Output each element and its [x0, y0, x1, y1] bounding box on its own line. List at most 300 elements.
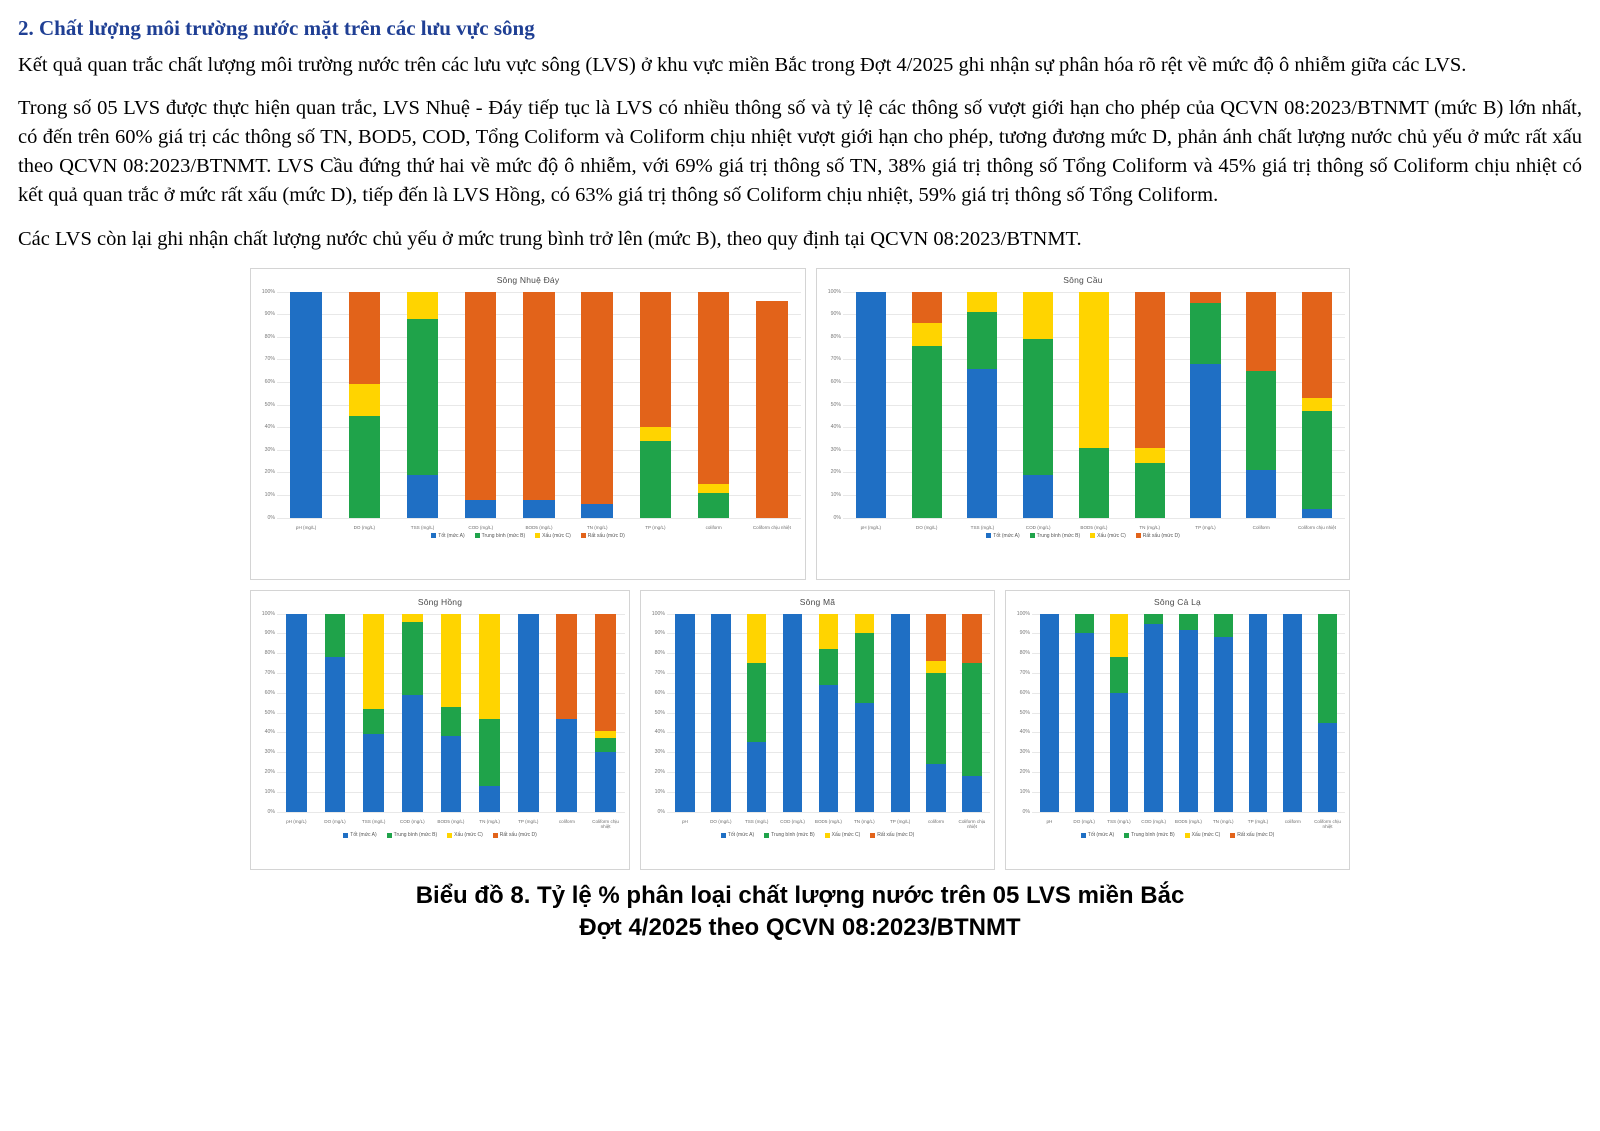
bar-segment	[926, 661, 945, 673]
y-axis-tick: 40%	[264, 424, 275, 431]
stacked-bar	[926, 614, 945, 812]
bar-segment	[926, 614, 945, 662]
chart-card-ca-la	[1005, 590, 1350, 870]
y-axis-tick: 70%	[264, 356, 275, 363]
paragraph-1: Kết quả quan trắc chất lượng môi trường nước trên các lưu vực sông (LVS) ở khu vực miền Bắc trong Đợt 4/2025 ghi nhận sự phân hóa rõ rệt về mức độ ô nhiễm giữa các LVS.	[18, 54, 1467, 76]
y-axis-tick: 50%	[1019, 709, 1030, 716]
stacked-bar	[711, 614, 730, 812]
stacked-bar	[756, 292, 787, 518]
x-axis-tick-label: Coliform chịu nhiệt	[1297, 524, 1337, 530]
chart-x-labels	[667, 819, 990, 830]
y-axis-tick: 30%	[264, 446, 275, 453]
legend-swatch	[986, 533, 991, 538]
bar-segment	[1283, 614, 1302, 812]
legend-swatch	[493, 833, 498, 838]
stacked-bar	[675, 614, 694, 812]
stacked-bar	[1144, 614, 1163, 812]
y-axis-tick: 50%	[264, 709, 275, 716]
bar-segment	[465, 292, 496, 500]
chart-legend	[1006, 829, 1349, 844]
x-axis-tick-label: BOD5 (mg/L)	[1080, 524, 1108, 530]
x-axis-tick-label: DO (mg/L)	[710, 818, 732, 824]
y-axis-tick: 80%	[830, 333, 841, 340]
chart-plot	[817, 285, 1349, 525]
y-axis-tick: 80%	[1019, 650, 1030, 657]
x-axis-tick-label: Coliform chịu nhiệt	[752, 524, 791, 530]
y-axis-tick: 20%	[264, 469, 275, 476]
y-axis-tick: 20%	[1019, 769, 1030, 776]
y-axis-tick: 40%	[654, 729, 665, 736]
chart-legend	[817, 530, 1349, 545]
x-axis-tick-label: BOD5 (mg/L)	[525, 524, 553, 530]
y-axis-tick: 10%	[264, 492, 275, 499]
x-axis-tick-label: TSS (mg/L)	[1107, 818, 1131, 824]
x-axis-tick-label: COD (mg/L)	[399, 818, 425, 824]
x-axis-tick-label: TP (mg/L)	[1195, 524, 1216, 530]
stacked-bar	[1190, 292, 1220, 518]
bar-segment	[363, 709, 384, 735]
bar-segment	[518, 614, 539, 812]
bar-segment	[698, 292, 729, 484]
chart-row-top	[250, 268, 1350, 580]
bar-segment	[1075, 633, 1094, 811]
stacked-bar	[1283, 614, 1302, 812]
bar-segment	[1135, 292, 1165, 448]
x-axis-tick-label: TSS (mg/L)	[744, 818, 769, 824]
legend-swatch	[1185, 833, 1190, 838]
y-axis-tick: 20%	[654, 769, 665, 776]
y-axis-tick: 60%	[264, 379, 275, 386]
legend-swatch	[343, 833, 348, 838]
bar-segment	[402, 695, 423, 812]
chart-x-labels	[843, 525, 1345, 530]
bar-segment	[325, 657, 346, 811]
legend-label: Xấu (mức C)	[542, 532, 571, 539]
legend-label: Xấu (mức C)	[454, 832, 483, 839]
bar-segment	[819, 614, 838, 650]
stacked-bar	[1214, 614, 1233, 812]
x-axis-tick-label: pH	[681, 818, 688, 824]
y-axis-tick: 40%	[830, 424, 841, 431]
figure-caption	[18, 880, 1582, 945]
bar-segment	[675, 614, 694, 812]
y-axis-tick: 100%	[1016, 610, 1030, 617]
y-axis-tick: 80%	[264, 650, 275, 657]
bar-segment	[1144, 624, 1163, 812]
chart-title: Sông Cầu	[1063, 274, 1103, 285]
legend-item	[870, 832, 914, 838]
stacked-bar	[1075, 614, 1094, 812]
x-axis-tick-label: DO (mg/L)	[353, 524, 376, 530]
paragraph-2: Trong số 05 LVS được thực hiện quan trắc, LVS Nhuệ - Đáy tiếp tục là LVS có nhiều thông số và tỷ lệ các thông số vượt giới hạn cho phép của QCVN 08:2023/BTNMT (mức B) lớn nhất, có đến trên 60% giá trị các thông số TN, BOD5, COD, Tổng Coliform và Coliform chịu nhiệt vượt giới hạn cho phép, tương đương mức D, phản ánh chất lượng nước chủ yếu ở mức rất xấu theo QCVN 08:2023/BTNMT. LVS Cầu đứng thứ hai về mức độ ô nhiễm, với 69% giá trị thông số TN, 38% giá trị thông số Tổng Coliform và 45% giá trị thông số Coliform chịu nhiệt có kết quả quan trắc ở mức rất xấu (mức D), tiếp đến là LVS Hồng, có 63% giá trị thông số Coliform chịu nhiệt, 59% giá trị thông số Tổng Coliform.	[18, 97, 1582, 207]
bar-segment	[479, 614, 500, 719]
legend-swatch	[581, 533, 586, 538]
chart-card-hong	[250, 590, 630, 870]
x-axis-tick-label: coliform	[928, 818, 945, 824]
bar-segment	[595, 752, 616, 811]
stacked-bar	[856, 292, 886, 518]
legend-swatch	[1030, 533, 1035, 538]
x-axis-tick-label: COD (mg/L)	[1141, 818, 1167, 824]
stacked-bar	[325, 614, 346, 812]
legend-item	[1230, 832, 1274, 838]
x-axis-tick-label: TSS (mg/L)	[970, 524, 995, 530]
legend-swatch	[535, 533, 540, 538]
stacked-bar	[1249, 614, 1268, 812]
y-axis-tick: 50%	[654, 709, 665, 716]
stacked-bar	[290, 292, 321, 518]
x-axis-tick-label: Coliform	[1252, 524, 1270, 530]
chart-x-labels	[1032, 819, 1345, 830]
bar-segment	[855, 703, 874, 812]
legend-swatch	[387, 833, 392, 838]
figure-charts	[250, 268, 1350, 870]
y-axis-tick: 30%	[1019, 749, 1030, 756]
x-axis-tick-label: TP (mg/L)	[645, 524, 666, 530]
chart-plot	[251, 607, 629, 819]
bar-segment	[1246, 470, 1276, 517]
bar-segment	[581, 504, 612, 518]
stacked-bar	[523, 292, 554, 518]
chart-legend	[251, 530, 805, 545]
bar-segment	[967, 312, 997, 369]
legend-label: Xấu (mức C)	[1191, 832, 1221, 839]
legend-label: Rất xấu (mức D)	[499, 832, 537, 839]
x-axis-tick-label: TP (mg/L)	[890, 818, 911, 824]
legend-label: Tốt (mức A)	[727, 832, 755, 839]
bar-segment	[349, 384, 380, 416]
stacked-bar	[1179, 614, 1198, 812]
x-axis-tick-label: TN (mg/L)	[479, 818, 500, 824]
legend-label: Xấu (mức C)	[1097, 532, 1126, 539]
bar-segment	[1179, 614, 1198, 630]
y-axis-tick: 100%	[261, 288, 275, 295]
bar-segment	[1318, 614, 1337, 723]
bar-segment	[441, 614, 462, 707]
x-axis-tick-label: TP (mg/L)	[1247, 818, 1269, 824]
y-axis-tick: 80%	[264, 333, 275, 340]
figure-caption-line-1: Biểu đồ 8. Tỷ lệ % phân loại chất lượng nước trên 05 LVS miền Bắc	[415, 881, 1185, 909]
bar-segment	[595, 731, 616, 739]
stacked-bar	[1040, 614, 1059, 812]
legend-swatch	[870, 833, 875, 838]
stacked-bar	[962, 614, 981, 812]
bar-segment	[926, 673, 945, 764]
legend-label: Tốt (mức A)	[1087, 832, 1115, 839]
x-axis-tick-label: TP (mg/L)	[518, 818, 539, 824]
x-axis-tick-label: coliform	[705, 524, 722, 530]
y-axis-tick: 70%	[1019, 670, 1030, 677]
bar-group	[843, 292, 1345, 518]
legend-label: Rất xấu (mức D)	[587, 532, 625, 539]
stacked-bar	[407, 292, 438, 518]
bar-segment	[1023, 339, 1053, 475]
y-axis-tick: 0%	[267, 514, 275, 521]
bar-segment	[698, 484, 729, 493]
bar-segment	[1110, 693, 1129, 812]
bar-segment	[523, 292, 554, 500]
bar-segment	[407, 292, 438, 319]
x-axis-tick-label: BOD5 (mg/L)	[1174, 818, 1202, 824]
legend-item	[1090, 533, 1126, 539]
bar-segment	[1023, 475, 1053, 518]
stacked-bar	[640, 292, 671, 518]
bar-segment	[640, 427, 671, 441]
y-axis-tick: 40%	[264, 729, 275, 736]
y-axis-tick: 20%	[830, 469, 841, 476]
legend-swatch	[1081, 833, 1086, 838]
bar-segment	[556, 719, 577, 812]
y-axis-tick: 60%	[654, 689, 665, 696]
stacked-bar	[595, 614, 616, 812]
bar-segment	[855, 614, 874, 634]
legend-label: Tốt (mức A)	[993, 532, 1020, 539]
bar-segment	[523, 500, 554, 518]
y-axis-tick: 10%	[654, 788, 665, 795]
stacked-bar	[479, 614, 500, 812]
paragraph-3: Các LVS còn lại ghi nhận chất lượng nước chủ yếu ở mức trung bình trở lên (mức B), theo quy định tại QCVN 08:2023/BTNMT.	[18, 227, 1082, 250]
y-axis-tick: 100%	[651, 610, 665, 617]
bar-segment	[402, 614, 423, 622]
bar-group	[277, 614, 625, 812]
bar-group	[667, 614, 990, 812]
bar-segment	[465, 500, 496, 518]
bar-segment	[640, 441, 671, 518]
y-axis-tick: 50%	[264, 401, 275, 408]
x-axis-tick-label: TSS (mg/L)	[361, 818, 386, 824]
bar-group	[277, 292, 801, 518]
legend-item	[986, 533, 1019, 539]
stacked-bar	[1079, 292, 1109, 518]
bar-segment	[407, 319, 438, 475]
bar-segment	[856, 292, 886, 518]
legend-label: Trung bình (mức B)	[481, 532, 526, 539]
y-axis-tick: 30%	[830, 446, 841, 453]
y-axis	[817, 285, 843, 525]
bar-segment	[891, 614, 910, 812]
stacked-bar	[891, 614, 910, 812]
legend-item	[447, 832, 483, 838]
x-axis-tick-label: COD (mg/L)	[468, 524, 494, 530]
legend-item	[1030, 533, 1080, 539]
stacked-bar	[747, 614, 766, 812]
stacked-bar	[402, 614, 423, 812]
x-axis-tick-label: COD (mg/L)	[780, 818, 805, 824]
gridline	[1032, 812, 1345, 813]
legend-item	[764, 832, 814, 838]
legend-item	[1136, 533, 1180, 539]
gridline	[277, 812, 625, 813]
bar-group	[1032, 614, 1345, 812]
legend-label: Trung bình (mức B)	[1131, 832, 1175, 839]
bar-segment	[286, 614, 307, 812]
chart-title: Sông Nhuệ Đáy	[496, 274, 560, 285]
bar-segment	[479, 786, 500, 812]
chart-title: Sông Cả Lạ	[1154, 596, 1201, 607]
y-axis-tick: 70%	[264, 670, 275, 677]
bar-segment	[747, 614, 766, 664]
y-axis-tick: 10%	[830, 492, 841, 499]
x-axis-tick-label: TN (mg/L)	[586, 524, 608, 530]
x-axis-tick-label: pH (mg/L)	[295, 524, 317, 530]
bar-segment	[756, 301, 787, 518]
y-axis-tick: 10%	[264, 788, 275, 795]
x-axis-tick-label: coliform	[1284, 818, 1301, 824]
legend-label: Tốt (mức A)	[350, 832, 377, 839]
x-axis-tick-label: TSS (mg/L)	[410, 524, 435, 530]
y-axis-tick: 50%	[830, 401, 841, 408]
stacked-bar	[465, 292, 496, 518]
bar-segment	[1144, 614, 1163, 624]
bar-segment	[912, 292, 942, 324]
chart-title: Sông Mã	[799, 596, 836, 607]
chart-x-labels	[277, 525, 801, 530]
legend-swatch	[764, 833, 769, 838]
bar-segment	[1214, 637, 1233, 811]
chart-plot	[251, 285, 805, 525]
y-axis-tick: 0%	[657, 808, 665, 815]
bar-segment	[783, 614, 802, 812]
bar-segment	[1246, 292, 1276, 371]
stacked-bar	[286, 614, 307, 812]
bar-segment	[1040, 614, 1059, 812]
legend-swatch	[1230, 833, 1235, 838]
bar-segment	[1246, 371, 1276, 470]
chart-card-cau	[816, 268, 1350, 580]
bar-segment	[595, 738, 616, 752]
stacked-bar	[1302, 292, 1332, 518]
x-axis-tick-label: pH (mg/L)	[286, 818, 307, 824]
x-axis-tick-label: Coliform chịu nhiệt	[1314, 818, 1341, 829]
y-axis	[251, 607, 277, 819]
figure-caption-line-2: Đợt 4/2025 theo QCVN 08:2023/BTNMT	[579, 914, 1021, 942]
bar-segment	[290, 292, 321, 518]
legend-swatch	[1136, 533, 1141, 538]
x-axis-tick-label: DO (mg/L)	[915, 524, 938, 530]
legend-label: Rất xấu (mức D)	[877, 832, 915, 839]
chart-card-nhue-day	[250, 268, 806, 580]
bar-segment	[581, 292, 612, 504]
bar-segment	[402, 622, 423, 695]
x-axis-tick-label: DO (mg/L)	[1073, 818, 1095, 824]
legend-item	[581, 533, 625, 539]
chart-x-labels	[277, 819, 625, 830]
bar-segment	[595, 614, 616, 731]
y-axis-tick: 20%	[264, 769, 275, 776]
y-axis-tick: 90%	[264, 311, 275, 318]
y-axis	[641, 607, 667, 819]
y-axis-tick: 0%	[1022, 808, 1030, 815]
bar-segment	[1135, 463, 1165, 517]
chart-plot	[1006, 607, 1349, 819]
x-axis-tick-label: BOD5 (mg/L)	[437, 818, 465, 824]
legend-label: Xấu (mức C)	[831, 832, 861, 839]
y-axis-tick: 30%	[654, 749, 665, 756]
x-axis-tick-label: coliform	[558, 818, 575, 824]
legend-swatch	[447, 833, 452, 838]
legend-item	[1185, 832, 1221, 838]
bar-segment	[1079, 448, 1109, 518]
legend-swatch	[825, 833, 830, 838]
bar-segment	[1110, 614, 1129, 658]
stacked-bar	[556, 614, 577, 812]
legend-swatch	[1124, 833, 1129, 838]
stacked-bar	[1246, 292, 1276, 518]
y-axis-tick: 30%	[264, 749, 275, 756]
stacked-bar	[1318, 614, 1337, 812]
stacked-bar	[967, 292, 997, 518]
x-axis-tick-label: pH (mg/L)	[860, 524, 882, 530]
chart-plot	[641, 607, 994, 819]
legend-item	[825, 832, 861, 838]
x-axis-tick-label: COD (mg/L)	[1025, 524, 1051, 530]
legend-label: Trung bình (mức B)	[771, 832, 815, 839]
section-heading: 2. Chất lượng môi trường nước mặt trên các lưu vực sông	[18, 16, 535, 40]
x-axis-tick-label: BOD5 (mg/L)	[814, 818, 842, 824]
bar-segment	[349, 416, 380, 518]
bar-segment	[962, 663, 981, 776]
bar-segment	[1135, 448, 1165, 464]
x-axis-tick-label: TN (mg/L)	[1139, 524, 1161, 530]
legend-label: Rất xấu (mức D)	[1142, 532, 1180, 539]
chart-row-bottom	[250, 590, 1350, 870]
legend-item	[493, 832, 537, 838]
y-axis-tick: 0%	[267, 808, 275, 815]
bar-segment	[747, 663, 766, 742]
stacked-bar	[441, 614, 462, 812]
y-axis-tick: 90%	[1019, 630, 1030, 637]
bar-segment	[325, 614, 346, 658]
bar-segment	[967, 292, 997, 312]
bar-segment	[363, 614, 384, 709]
bar-segment	[1023, 292, 1053, 339]
bar-segment	[1075, 614, 1094, 634]
stacked-bar	[518, 614, 539, 812]
gridline	[277, 518, 801, 519]
chart-title: Sông Hồng	[417, 596, 463, 607]
bar-segment	[1190, 364, 1220, 518]
y-axis-tick: 40%	[1019, 729, 1030, 736]
bar-segment	[1302, 411, 1332, 508]
bar-segment	[819, 649, 838, 685]
y-axis-tick: 80%	[654, 650, 665, 657]
legend-swatch	[1090, 533, 1095, 538]
legend-item	[343, 832, 376, 838]
x-axis-tick-label: Coliform chịu nhiệt	[958, 818, 986, 829]
stacked-bar	[819, 614, 838, 812]
bar-segment	[967, 369, 997, 518]
legend-item	[1124, 832, 1174, 838]
gridline	[667, 812, 990, 813]
y-axis	[1006, 607, 1032, 819]
bar-segment	[407, 475, 438, 518]
legend-item	[387, 832, 437, 838]
stacked-bar	[581, 292, 612, 518]
bar-segment	[1302, 398, 1332, 412]
chart-legend	[641, 829, 994, 844]
bar-segment	[1249, 614, 1268, 812]
stacked-bar	[1110, 614, 1129, 812]
bar-segment	[1302, 292, 1332, 398]
legend-label: Trung bình (mức B)	[393, 832, 438, 839]
y-axis-tick: 90%	[654, 630, 665, 637]
bar-segment	[1110, 657, 1129, 693]
bar-segment	[962, 614, 981, 664]
x-axis-tick-label: Coliform chịu nhiệt	[592, 818, 619, 829]
legend-swatch	[431, 533, 436, 538]
bar-segment	[1302, 509, 1332, 518]
bar-segment	[855, 633, 874, 702]
